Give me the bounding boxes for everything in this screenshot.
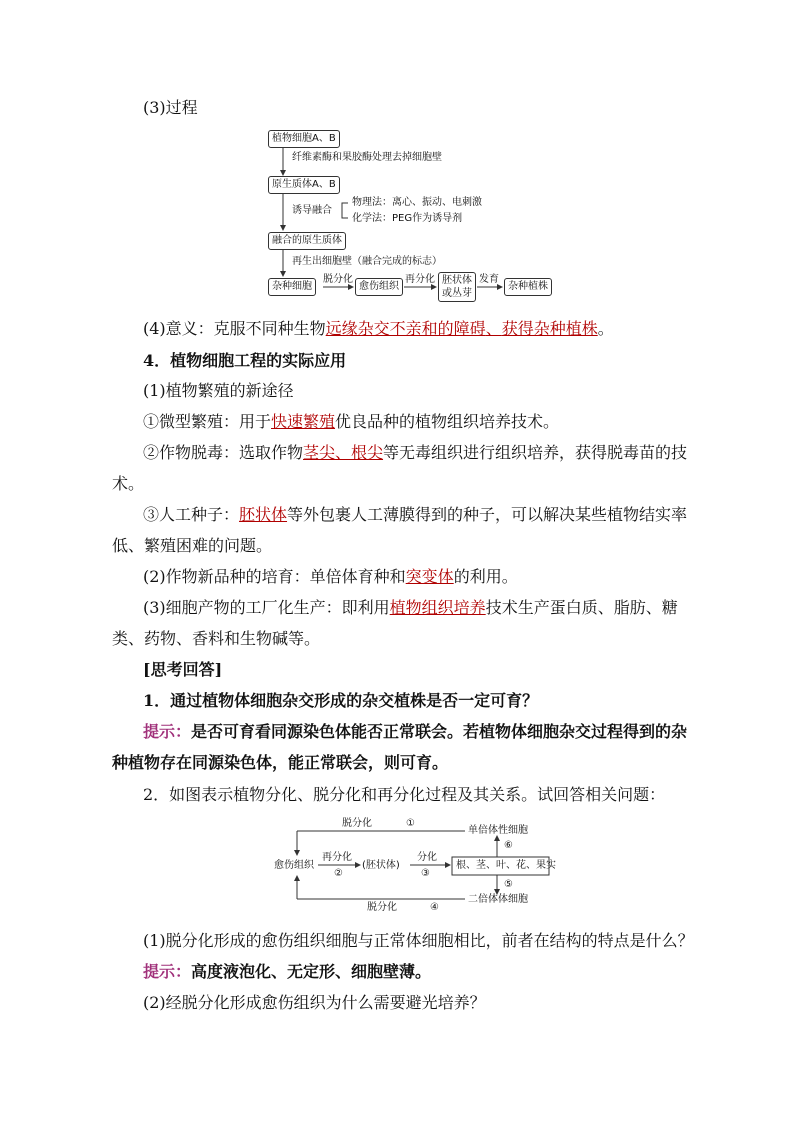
label-induce-fusion: 诱导融合	[292, 205, 332, 216]
box-callus: 愈伤组织	[355, 278, 403, 296]
box-protoplast: 原生质体A、B	[268, 176, 340, 194]
label-callus: 愈伤组织	[274, 860, 314, 871]
meaning-prefix: (4)意义：克服不同种生物	[143, 319, 326, 338]
breed-suffix: 的利用。	[453, 567, 518, 586]
label-step-3: ③	[421, 868, 430, 879]
box-hybrid-cell: 杂种细胞	[268, 278, 316, 296]
heading-practical-applications: 4．植物细胞工程的实际应用	[143, 351, 347, 370]
arrow-label-dedifferentiation: 脱分化	[323, 274, 353, 285]
label-top-dedifferentiation: 脱分化	[342, 818, 372, 829]
factory-highlight: 植物组织培养	[389, 598, 486, 617]
micro-highlight: 快速繁殖	[271, 412, 336, 431]
answer-2-1-text: 高度液泡化、无定形、细胞壁薄。	[191, 962, 432, 981]
section-title-process: (3)过程	[143, 98, 198, 117]
label-physical-method: 物理法：离心、振动、电刺激	[352, 197, 482, 208]
label-redifferentiation: 再分化	[322, 852, 352, 863]
label-organs: 根、茎、叶、花、果实	[456, 860, 556, 871]
seed-prefix: ③人工种子：	[143, 505, 240, 524]
question-2-2: (2)经脱分化形成愈伤组织为什么需要避光培养？	[143, 993, 486, 1012]
label-step-5: ⑤	[504, 879, 513, 890]
label-embryoid: (胚状体)	[362, 860, 400, 871]
label-diploid-cell: 二倍体体细胞	[468, 894, 528, 905]
label-chemical-method: 化学法：PEG作为诱导剂	[352, 213, 463, 224]
label-haploid-cell: 单倍体性细胞	[468, 825, 528, 836]
detox-prefix: ②作物脱毒：选取作物	[143, 443, 304, 462]
micro-prefix: ①微型繁殖：用于	[143, 412, 272, 431]
question-2-1: (1)脱分化形成的愈伤组织细胞与正常体细胞相比，前者在结构的特点是什么？	[143, 931, 694, 950]
breed-prefix: (2)作物新品种的培育：单倍体育种和	[143, 567, 406, 586]
meaning-separator: 、	[485, 319, 502, 338]
breed-highlight: 突变体	[405, 567, 454, 586]
factory-continuation: 类、药物、香料和生物碱等。	[112, 629, 321, 648]
box-fused-protoplast: 融合的原生质体	[268, 232, 346, 250]
seed-suffix: 等外包裹人工薄膜得到的种子，可以解决某些植物结实率	[287, 505, 688, 524]
hint-label: 提示：	[143, 722, 192, 741]
label-step-4: ④	[430, 902, 439, 913]
step-remove-wall: 纤维素酶和果胶酶处理去掉细胞壁	[292, 152, 442, 163]
think-answer-heading: [思考回答]	[143, 660, 223, 679]
meaning-highlight-2: 获得杂种植株	[501, 319, 598, 338]
detox-highlight: 茎尖、根尖	[303, 443, 384, 462]
answer-1-text: 是否可育看同源染色体能否正常联会。若植物体细胞杂交过程得到的杂	[191, 722, 688, 741]
detox-continuation: 术。	[112, 474, 145, 493]
micro-suffix: 优良品种的植物组织培养技术。	[335, 412, 560, 431]
label-bottom-dedifferentiation: 脱分化	[367, 902, 397, 913]
label-differentiation: 分化	[417, 852, 437, 863]
label-step-6: ⑥	[504, 840, 513, 851]
question-2: 2．如图表示植物分化、脱分化和再分化过程及其关系。试回答相关问题：	[143, 785, 666, 804]
answer-2-1-line	[143, 961, 431, 983]
subheading-propagation: (1)植物繁殖的新途径	[143, 381, 294, 400]
label-step-2: ②	[334, 868, 343, 879]
artificial-seed-continuation: 低、繁殖困难的问题。	[112, 536, 273, 555]
question-1: 1．通过植物体细胞杂交形成的杂交植株是否一定可育？	[143, 691, 539, 710]
hint-label-2: 提示：	[143, 962, 192, 981]
step-regenerate-wall: 再生出细胞壁（融合完成的标志）	[292, 256, 442, 267]
arrow-label-redifferentiation: 再分化	[405, 274, 435, 285]
seed-highlight: 胚状体	[239, 505, 288, 524]
meaning-highlight-1: 远缘杂交不亲和的障碍	[325, 319, 486, 338]
factory-prefix: (3)细胞产物的工厂化生产：即利用	[143, 598, 390, 617]
box-embryoid-line2: 或丛芽	[442, 288, 472, 299]
meaning-end: 。	[597, 319, 614, 338]
box-plant-cells: 植物细胞A、B	[268, 130, 340, 148]
box-hybrid-plant: 杂种植株	[504, 278, 552, 296]
detox-suffix: 等无毒组织进行组织培养，获得脱毒苗的技	[383, 443, 688, 462]
answer-1-continuation: 种植物存在同源染色体，能正常联会，则可育。	[112, 753, 449, 772]
arrow-label-develop: 发育	[479, 274, 499, 285]
factory-suffix: 技术生产蛋白质、脂肪、糖	[485, 598, 678, 617]
label-step-1: ①	[406, 818, 415, 829]
box-embryoid-line1: 胚状体	[442, 275, 472, 286]
